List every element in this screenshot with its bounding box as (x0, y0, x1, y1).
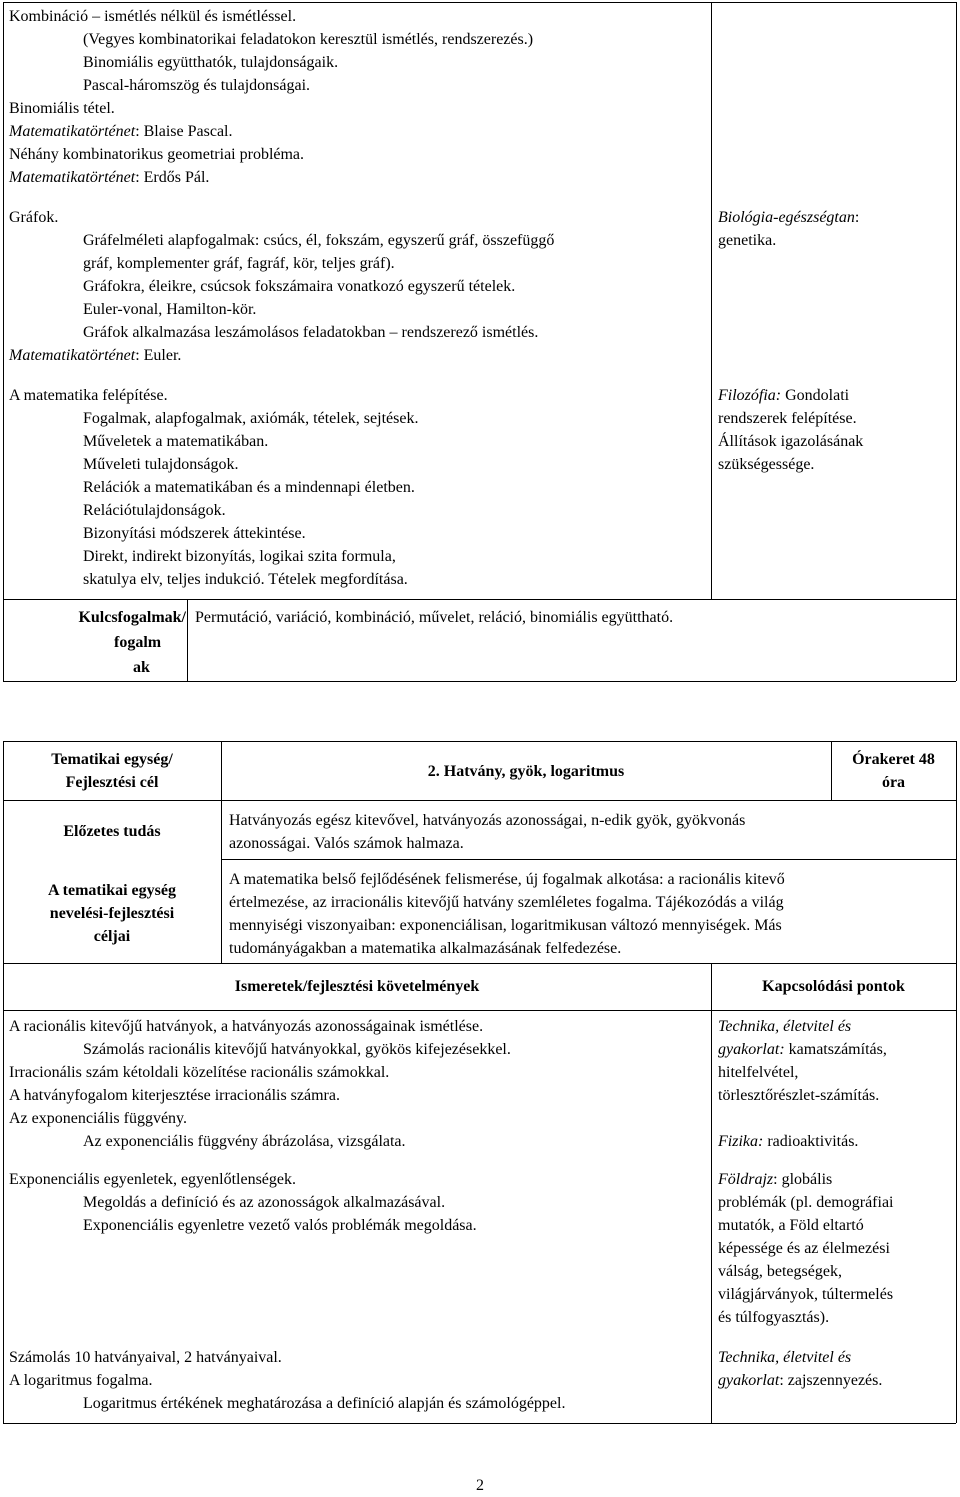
content-line: Az exponenciális függvény ábrázolása, vizsgálata. (83, 1133, 406, 1150)
goals-label: A tematikai egység (48, 882, 176, 899)
content-line: Binomiális tétel. (9, 100, 115, 117)
link-line (718, 1260, 842, 1283)
content-line: Irracionális szám kétoldali közelítése racionális számokkal. (9, 1064, 390, 1081)
subject-label: gyakorlat (718, 1372, 780, 1389)
goals-text: mennyiségi viszonyaiban: exponenciálisan, logaritmikusan változó mennyiségek. Más (229, 917, 782, 934)
cross-ref-text: : Blaise Pascal. (135, 123, 233, 140)
unit-label: Tematikai egység/ (51, 751, 173, 768)
link-text: radioaktivitás. (763, 1133, 859, 1150)
prior-knowledge-text: azonosságai. Valós számok halmaza. (229, 835, 464, 852)
link-line: szükségessége. (718, 456, 815, 473)
content-line: Az exponenciális függvény. (9, 1110, 188, 1127)
content-line: Megoldás a definíció és az azonosságok alkalmazásával. (83, 1194, 446, 1211)
link-line (718, 384, 849, 407)
content-line: Fogalmak, alapfogalmak, axiómák, tételek, sejtések. (83, 410, 419, 427)
content-line (9, 166, 209, 189)
content-line: Relációtulajdonságok. (83, 502, 226, 519)
content-line: Exponenciális egyenletek, egyenlőtlenségek. (9, 1171, 297, 1188)
link-line (718, 1346, 851, 1369)
content-line (9, 344, 181, 367)
content-line: Számolás 10 hatványaival, 2 hatványaival. (9, 1349, 282, 1366)
subject-label: Földrajz (718, 1171, 774, 1188)
links-header: Kapcsolódási pontok (762, 978, 905, 995)
content-line: Bizonyítási módszerek áttekintése. (83, 525, 306, 542)
link-line (718, 206, 859, 229)
cross-ref-label: Matematikatörténet (9, 169, 136, 186)
subject-label: Biológia-egészségtan (718, 209, 855, 226)
link-line (718, 1191, 894, 1214)
hours-label: óra (881, 774, 906, 791)
link-text: Gondolati (781, 387, 850, 404)
link-text: törlesztőrészlet-számítás. (718, 1087, 880, 1104)
content-line: A hatványfogalom kiterjesztése irracionális számra. (9, 1087, 340, 1104)
content-line: Gráfokra, éleikre, csúcsok fokszámaira vonatkozó egyszerű tételek. (83, 278, 516, 295)
link-text: : zajszennyezés. (779, 1372, 883, 1389)
subject-label: Fizika: (718, 1133, 764, 1150)
subject-label: Technika, életvitel és (718, 1349, 852, 1366)
link-text: mutatók, a Föld eltartó (718, 1217, 864, 1234)
content-line: Pascal-háromszög és tulajdonságai. (83, 77, 311, 94)
link-line (718, 1015, 851, 1038)
content-line: Gráfelméleti alapfogalmak: csúcs, él, fokszám, egyszerű gráf, összefüggő (83, 232, 555, 249)
content-line: Direkt, indirekt bizonyítás, logikai szita formula, (83, 548, 396, 565)
link-text: : globális (773, 1171, 833, 1188)
requirements-header: Ismeretek/fejlesztési követelmények (234, 978, 480, 995)
subject-label: Filozófia: (718, 387, 782, 404)
subject-label: Technika, életvitel és (718, 1018, 852, 1035)
link-text: és túlfogyasztás). (718, 1309, 830, 1326)
link-text: hitelfelvétel, (718, 1064, 799, 1081)
link-line (718, 1038, 887, 1061)
link-line (718, 1214, 864, 1237)
goals-text: tudományágakban a matematika alkalmazásának felfedezése. (229, 940, 622, 957)
cross-ref-label: Matematikatörténet (9, 347, 136, 364)
link-text: kamatszámítás, (784, 1041, 887, 1058)
cross-ref-text: : Euler. (135, 347, 182, 364)
subject-label: gyakorlat: (718, 1041, 785, 1058)
hours-label: Órakeret 48 (852, 751, 935, 768)
content-line: Néhány kombinatorikus geometriai probléma. (9, 146, 305, 163)
link-line (718, 1283, 893, 1306)
unit-title: 2. Hatvány, gyök, logaritmus (427, 763, 625, 780)
link-text: : (854, 209, 860, 226)
link-line (718, 1084, 879, 1107)
content-line: Binomiális együtthatók, tulajdonságaik. (83, 54, 339, 71)
link-line (718, 1168, 832, 1191)
content-line: skatulya elv, teljes indukció. Tételek megfordítása. (83, 571, 408, 588)
goals-label: céljai (93, 928, 131, 945)
link-line (718, 1369, 882, 1392)
content-line: Gráfok alkalmazása leszámolásos feladatokban – rendszerező ismétlés. (83, 324, 539, 341)
link-line: rendszerek felépítése. (718, 410, 857, 427)
content-line: Műveleti tulajdonságok. (83, 456, 239, 473)
prior-knowledge-text: Hatványozás egész kitevővel, hatványozás azonosságai, n-edik gyök, gyökvonás (229, 812, 746, 829)
link-line: genetika. (718, 232, 777, 249)
key-concepts-label: Kulcsfogalmak/ (78, 609, 186, 626)
link-text: válság, betegségek, (718, 1263, 842, 1280)
content-line: A racionális kitevőjű hatványok, a hatványozás azonosságainak ismétlése. (9, 1018, 484, 1035)
content-line: Gráfok. (9, 209, 59, 226)
link-text: problémák (pl. demográfiai (718, 1194, 894, 1211)
cross-ref-text: : Erdős Pál. (135, 169, 210, 186)
link-line: Állítások igazolásának (718, 433, 864, 450)
content-line (9, 120, 233, 143)
prior-knowledge-label: Előzetes tudás (63, 823, 161, 840)
link-line (718, 1306, 829, 1329)
content-line: A matematika felépítése. (9, 387, 168, 404)
content-line: (Vegyes kombinatorikai feladatokon keresztül ismétlés, rendszerezés.) (83, 31, 534, 48)
goals-label: nevelési-fejlesztési (49, 905, 175, 922)
goals-text: A matematika belső fejlődésének felismerése, új fogalmak alkotása: a racionális kitevő (229, 871, 785, 888)
content-line: gráf, komplementer gráf, fagráf, kör, teljes gráf). (83, 255, 395, 272)
link-line (718, 1130, 858, 1153)
content-line: A logaritmus fogalma. (9, 1372, 153, 1389)
unit-label: Fejlesztési cél (65, 774, 159, 791)
content-line: Logaritmus értékének meghatározása a definíció alapján és számológéppel. (83, 1395, 566, 1412)
page-number: 2 (476, 1477, 484, 1494)
link-text: világjárványok, túltermelés (718, 1286, 894, 1303)
content-line: Számolás racionális kitevőjű hatványokkal, gyökös kifejezésekkel. (83, 1041, 511, 1058)
content-line: Műveletek a matematikában. (83, 433, 269, 450)
cross-ref-label: Matematikatörténet (9, 123, 136, 140)
link-line (718, 1237, 890, 1260)
content-line: Relációk a matematikában és a mindennapi életben. (83, 479, 415, 496)
link-text: képessége és az élelmezési (718, 1240, 890, 1257)
key-concepts-text: Permutáció, variáció, kombináció, művelet, reláció, binomiális együttható. (195, 609, 674, 626)
link-line (718, 1061, 798, 1084)
content-line: Euler-vonal, Hamilton-kör. (83, 301, 257, 318)
content-line: Exponenciális egyenletre vezető valós problémák megoldása. (83, 1217, 477, 1234)
goals-text: értelmezése, az irracionális kitevőjű hatvány szemléletes fogalma. Tájékozódás a világ (229, 894, 784, 911)
content-line: Kombináció – ismétlés nélkül és ismétléssel. (9, 8, 297, 25)
